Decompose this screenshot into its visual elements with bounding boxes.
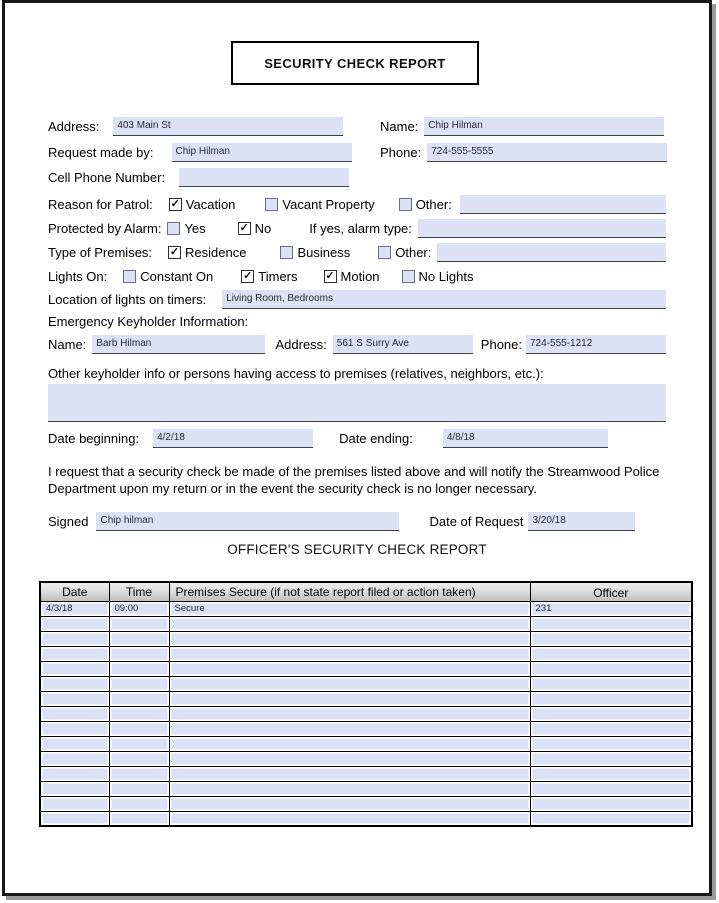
officer-table-cell[interactable] bbox=[530, 811, 692, 826]
lights-location-row bbox=[48, 288, 666, 309]
request-phone-row bbox=[48, 141, 666, 162]
officer-table-cell[interactable] bbox=[40, 706, 109, 721]
alarm-yes-checkbox-label: Yes bbox=[184, 221, 206, 236]
officer-table-cell[interactable] bbox=[530, 616, 692, 631]
lights-location-input[interactable] bbox=[222, 290, 666, 309]
officer-table-cell[interactable] bbox=[109, 796, 169, 811]
officer-table-cell[interactable] bbox=[169, 811, 530, 826]
protected-by-alarm-row bbox=[48, 217, 666, 238]
phone-label: Phone: bbox=[380, 145, 422, 160]
keyholder-address-label: Address: bbox=[275, 337, 327, 352]
officer-table-row bbox=[40, 676, 692, 691]
name-input[interactable] bbox=[424, 117, 664, 136]
officer-table-cell[interactable] bbox=[169, 646, 530, 661]
officer-table-row bbox=[40, 616, 692, 631]
officer-table-cell[interactable] bbox=[109, 721, 169, 736]
keyholder-address-input[interactable] bbox=[333, 335, 473, 354]
officer-table-cell[interactable] bbox=[109, 736, 169, 751]
officer-table-row bbox=[40, 796, 692, 811]
form-page bbox=[2, 0, 712, 896]
signed-label: Signed bbox=[48, 514, 89, 529]
officer-table-cell[interactable] bbox=[40, 661, 109, 676]
motion-checkbox-label: Motion bbox=[340, 269, 380, 284]
request-statement: I request that a security check be made of the premises listed above and will notify the Streamwood Police Department upon my return or in the event the security check is no longer necessary. bbox=[48, 464, 660, 496]
officer-table-cell[interactable] bbox=[169, 751, 530, 766]
officer-table-cell[interactable] bbox=[530, 661, 692, 676]
alarm-label: Protected by Alarm: bbox=[48, 221, 162, 236]
officer-table-row bbox=[40, 631, 692, 646]
date-ending-label: Date ending: bbox=[339, 431, 413, 446]
officer-table-cell[interactable] bbox=[40, 736, 109, 751]
officer-table-cell[interactable] bbox=[530, 691, 692, 706]
column-header-time: Time bbox=[109, 582, 169, 601]
officer-table-cell[interactable] bbox=[40, 646, 109, 661]
business-checkbox[interactable] bbox=[280, 246, 293, 259]
motion-checkbox[interactable]: ✓ bbox=[325, 270, 335, 282]
lights-location-label: Location of lights on timers: bbox=[48, 292, 207, 307]
phone-group bbox=[380, 143, 667, 162]
officer-table-cell[interactable] bbox=[109, 676, 169, 691]
address-label: Address: bbox=[48, 119, 100, 134]
officer-table-cell[interactable] bbox=[109, 646, 169, 661]
lights-on-row bbox=[48, 265, 666, 286]
officer-report-heading: OFFICER'S SECURITY CHECK REPORT bbox=[227, 542, 487, 557]
officer-table-cell[interactable] bbox=[530, 631, 692, 646]
no-lights-checkbox[interactable] bbox=[402, 270, 415, 283]
date-beginning-label: Date beginning: bbox=[48, 431, 140, 446]
officer-table-cell[interactable] bbox=[109, 781, 169, 796]
officer-table-row bbox=[40, 601, 692, 616]
premises-other-checkbox[interactable] bbox=[378, 246, 391, 259]
officer-table-cell[interactable] bbox=[530, 751, 692, 766]
officer-table-cell[interactable] bbox=[169, 661, 530, 676]
column-header-date: Date bbox=[40, 582, 109, 601]
officer-table-cell[interactable] bbox=[40, 766, 109, 781]
officer-table-cell[interactable] bbox=[109, 706, 169, 721]
officer-table-cell[interactable] bbox=[40, 631, 109, 646]
officer-table-cell[interactable] bbox=[530, 721, 692, 736]
officer-table-cell[interactable]: 231 bbox=[530, 601, 692, 616]
vacation-checkbox[interactable]: ✓ bbox=[170, 198, 180, 210]
signed-row bbox=[48, 510, 666, 531]
alarm-no-checkbox[interactable]: ✓ bbox=[239, 222, 249, 234]
officer-table-cell[interactable] bbox=[530, 736, 692, 751]
form-title: SECURITY CHECK REPORT bbox=[231, 41, 479, 85]
alarm-yes-checkbox[interactable] bbox=[167, 222, 180, 235]
officer-table-cell[interactable] bbox=[530, 676, 692, 691]
address-input[interactable] bbox=[113, 117, 343, 136]
vacant-property-checkbox[interactable] bbox=[265, 198, 278, 211]
officer-table-cell[interactable] bbox=[169, 766, 530, 781]
request-made-by-label: Request made by: bbox=[48, 145, 154, 160]
keyholder-row bbox=[48, 333, 666, 354]
officer-table-cell[interactable] bbox=[530, 766, 692, 781]
officer-table-cell[interactable] bbox=[40, 676, 109, 691]
officer-table-cell[interactable] bbox=[40, 721, 109, 736]
officer-table-cell[interactable] bbox=[109, 691, 169, 706]
reason-other-input[interactable] bbox=[460, 195, 666, 214]
constant-on-checkbox-label: Constant On bbox=[140, 269, 214, 284]
officer-table-row bbox=[40, 811, 692, 826]
officer-table-cell[interactable] bbox=[530, 706, 692, 721]
alarm-type-input[interactable] bbox=[418, 219, 666, 238]
officer-table-cell[interactable] bbox=[169, 781, 530, 796]
officer-table-row bbox=[40, 646, 692, 661]
officer-table-header-row bbox=[40, 582, 692, 601]
officer-table-cell[interactable] bbox=[40, 616, 109, 631]
vacant-property-checkbox-label: Vacant Property bbox=[282, 197, 375, 212]
reason-label: Reason for Patrol: bbox=[48, 197, 153, 212]
type-of-premises-row bbox=[48, 241, 666, 262]
officer-table-row bbox=[40, 736, 692, 751]
officer-table-cell[interactable] bbox=[169, 721, 530, 736]
reason-other-checkbox-label: Other: bbox=[415, 197, 452, 212]
no-lights-checkbox-label: No Lights bbox=[418, 269, 474, 284]
residence-checkbox-label: Residence bbox=[185, 245, 247, 260]
keyholder-phone-input[interactable] bbox=[526, 335, 666, 354]
alarm-no-checkbox-label: No bbox=[254, 221, 272, 236]
dates-row bbox=[48, 427, 666, 448]
reason-for-patrol-row bbox=[48, 193, 666, 214]
other-keyholder-input[interactable] bbox=[48, 384, 666, 422]
officer-table-cell[interactable] bbox=[530, 796, 692, 811]
lights-label: Lights On: bbox=[48, 269, 108, 284]
officer-table-row bbox=[40, 691, 692, 706]
officer-table-cell[interactable] bbox=[169, 706, 530, 721]
officer-table-cell[interactable] bbox=[109, 661, 169, 676]
officer-table-cell[interactable] bbox=[109, 631, 169, 646]
address-name-row bbox=[48, 115, 666, 136]
officer-table-cell[interactable]: 09:00 bbox=[109, 601, 169, 616]
officer-table-body bbox=[40, 601, 692, 826]
keyholder-name-input[interactable] bbox=[92, 335, 265, 354]
officer-table-cell[interactable]: Secure bbox=[169, 601, 530, 616]
cell-phone-label: Cell Phone Number: bbox=[48, 170, 166, 185]
officer-table-cell[interactable] bbox=[109, 766, 169, 781]
officer-table-row bbox=[40, 766, 692, 781]
other-keyholder-label: Other keyholder info or persons having access to premises (relatives, neighbors, etc.): bbox=[48, 366, 544, 381]
officer-table-row bbox=[40, 721, 692, 736]
officer-table-cell[interactable] bbox=[40, 751, 109, 766]
cell-phone-input[interactable] bbox=[179, 168, 349, 187]
officer-table-row bbox=[40, 781, 692, 796]
premises-other-input[interactable] bbox=[437, 243, 666, 262]
officer-table bbox=[39, 581, 693, 827]
constant-on-checkbox[interactable] bbox=[123, 270, 136, 283]
officer-table-cell[interactable] bbox=[530, 781, 692, 796]
residence-checkbox[interactable]: ✓ bbox=[169, 246, 180, 258]
keyholder-phone-label: Phone: bbox=[480, 337, 522, 352]
name-group bbox=[380, 117, 664, 136]
officer-table-cell[interactable] bbox=[40, 811, 109, 826]
date-beginning-input[interactable] bbox=[153, 429, 313, 448]
officer-table-cell[interactable] bbox=[530, 646, 692, 661]
officer-table-cell[interactable] bbox=[40, 691, 109, 706]
officer-table-cell[interactable] bbox=[109, 751, 169, 766]
officer-table-cell[interactable] bbox=[169, 796, 530, 811]
column-header-officer: Officer bbox=[530, 582, 692, 601]
officer-table-cell[interactable] bbox=[109, 616, 169, 631]
officer-table-cell[interactable] bbox=[109, 811, 169, 826]
name-label: Name: bbox=[380, 119, 419, 134]
officer-table-cell[interactable] bbox=[169, 631, 530, 646]
column-header-premises-secure: Premises Secure (if not state report filed or action taken) bbox=[169, 582, 530, 601]
other-keyholder-label-row bbox=[48, 364, 666, 381]
officer-table-row bbox=[40, 706, 692, 721]
officer-table-cell[interactable]: 4/3/18 bbox=[40, 601, 109, 616]
officer-table-row bbox=[40, 751, 692, 766]
reason-other-checkbox[interactable] bbox=[399, 198, 412, 211]
signed-input[interactable] bbox=[96, 512, 399, 531]
officer-table-cell[interactable] bbox=[40, 796, 109, 811]
date-of-request-input[interactable] bbox=[528, 512, 635, 531]
cell-phone-row bbox=[48, 166, 666, 187]
officer-table-row bbox=[40, 661, 692, 676]
keyholder-heading: Emergency Keyholder Information: bbox=[48, 314, 249, 329]
date-ending-input[interactable] bbox=[443, 429, 608, 448]
officer-table-cell[interactable] bbox=[169, 691, 530, 706]
request-made-by-input[interactable] bbox=[172, 143, 352, 162]
business-checkbox-label: Business bbox=[297, 245, 351, 260]
keyholder-name-label: Name: bbox=[48, 337, 87, 352]
timers-checkbox[interactable]: ✓ bbox=[243, 270, 253, 282]
officer-table-cell[interactable] bbox=[40, 781, 109, 796]
officer-table-cell[interactable] bbox=[169, 676, 530, 691]
officer-table-cell[interactable] bbox=[169, 616, 530, 631]
date-of-request-label: Date of Request bbox=[429, 514, 524, 529]
alarm-type-label: If yes, alarm type: bbox=[309, 221, 412, 236]
vacation-checkbox-label: Vacation bbox=[185, 197, 236, 212]
officer-table-cell[interactable] bbox=[169, 736, 530, 751]
premises-label: Type of Premises: bbox=[48, 245, 153, 260]
phone-input[interactable] bbox=[427, 143, 667, 162]
keyholder-heading-row bbox=[48, 312, 666, 329]
premises-other-checkbox-label: Other: bbox=[395, 245, 432, 260]
timers-checkbox-label: Timers bbox=[258, 269, 298, 284]
